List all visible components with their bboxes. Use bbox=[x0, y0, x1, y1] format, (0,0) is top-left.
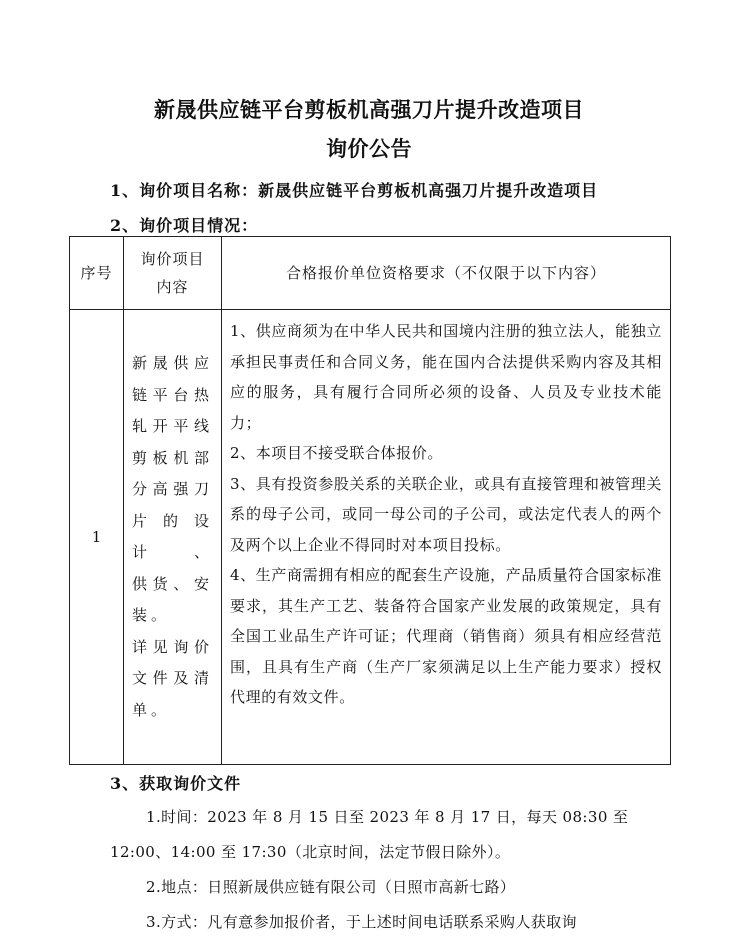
document-subtitle: 询价公告 bbox=[326, 136, 412, 161]
item-line: 新晟供应 bbox=[132, 354, 213, 372]
requirements-table bbox=[69, 236, 671, 765]
item-line: 片的设计、 bbox=[132, 511, 213, 561]
project-name: 新晟供应链平台剪板机高强刀片提升改造项目 bbox=[258, 181, 599, 200]
item-line: 剪板机部 bbox=[132, 448, 213, 467]
item-line: 单。 bbox=[132, 700, 171, 719]
section-3-heading: 3、获取询价文件 bbox=[110, 774, 242, 793]
section-1-label: 1、询价项目名称： bbox=[110, 181, 259, 200]
item-line: 分高强刀 bbox=[132, 480, 213, 498]
document-title: 新晟供应链平台剪板机高强刀片提升改造项目 bbox=[154, 97, 584, 122]
requirement-content bbox=[222, 310, 671, 765]
item-line: 文件及清 bbox=[132, 669, 213, 687]
table-header-row bbox=[70, 237, 671, 310]
row-number: 1 bbox=[70, 310, 124, 765]
requirement-item: 1、供应商须为在中华人民共和国境内注册的独立法人，能独立承担民事责任和合同义务，能在国内合法提供采购内容及其相应的服务，具有履行合同所必须的设备、人员及专业技术能力； bbox=[230, 322, 662, 432]
method-line: 3.方式：凡有意参加报价者，于上述时间电话联系采购人获取询 bbox=[146, 913, 577, 931]
requirement-item: 2、本项目不接受联合体报价。 bbox=[230, 444, 443, 462]
location-line: 2.地点：日照新晟供应链有限公司（日照市高新七路） bbox=[146, 878, 516, 896]
item-line: 轧开平线 bbox=[132, 417, 213, 435]
header-no: 序号 bbox=[70, 237, 124, 310]
item-line: 装。 bbox=[132, 606, 171, 624]
time-line-2: 12:00、14:00 至 17:30（北京时间，法定节假日除外）。 bbox=[110, 843, 511, 861]
header-requirement: 合格报价单位资格要求（不仅限于以下内容） bbox=[222, 237, 671, 310]
header-item bbox=[124, 237, 222, 310]
section-2-heading: 2、询价项目情况： bbox=[110, 216, 259, 235]
header-item-line2: 内容 bbox=[156, 278, 189, 296]
requirement-item: 4、生产商需拥有相应的配套生产设施，产品质量符合国家标准要求，其生产工艺、装备符合国家产业发展的政策规定，具有全国工业品生产许可证；代理商（销售商）须具有相应经营范围，且具有生产商（生产厂家须满足以上生产能力要求）授权代理的有效文件。 bbox=[230, 566, 662, 706]
section-1-heading bbox=[110, 178, 598, 201]
requirement-item: 3、具有投资参股关系的关联企业，或具有直接管理和被管理关系的母子公司，或同一母公司的子公司，或法定代表人的两个及两个以上企业不得同时对本项目投标。 bbox=[230, 474, 662, 554]
item-content bbox=[124, 310, 222, 765]
time-line-1: 1.时间：2023 年 8 月 15 日至 2023 年 8 月 17 日，每天 08:30 至 bbox=[146, 808, 629, 826]
table-row bbox=[70, 310, 671, 765]
item-line: 详见询价 bbox=[132, 637, 213, 656]
header-item-line1: 询价项目 bbox=[140, 250, 205, 268]
item-line: 链平台热 bbox=[132, 385, 213, 404]
item-line: 供货、安 bbox=[132, 574, 213, 593]
